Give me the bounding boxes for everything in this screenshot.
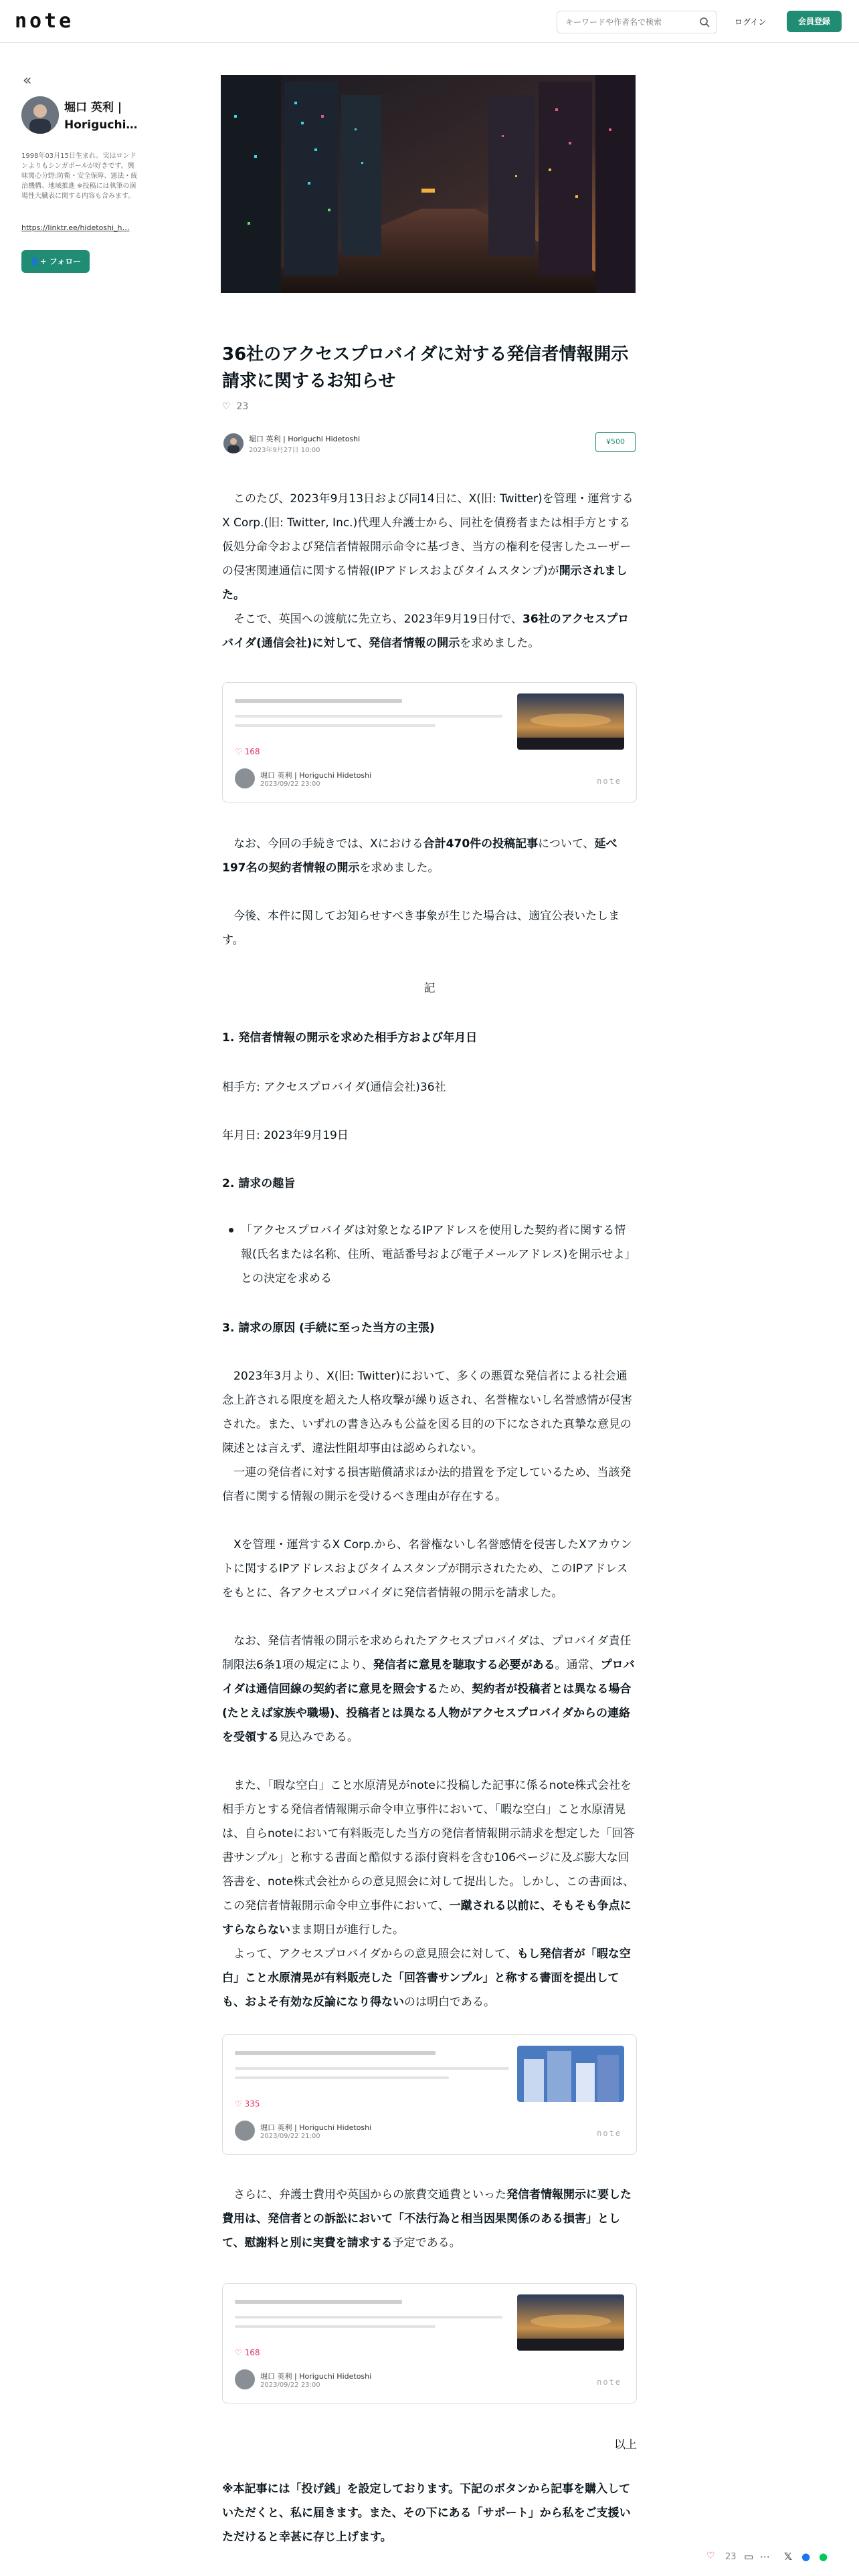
card-avatar bbox=[235, 768, 255, 788]
p9-bold: 発信者情報開示に要した費用は、発信者との訴訟において「不法行為と相当因果関係のある損害」として、慰謝料と別に実費を請求する bbox=[222, 2188, 632, 2250]
paragraph-2 bbox=[222, 607, 637, 655]
p9-text-b: 予定である。 bbox=[392, 2236, 461, 2250]
note-brand-mark: note bbox=[597, 2129, 622, 2138]
signup-button[interactable]: 会員登録 bbox=[787, 11, 842, 32]
bullet-dot bbox=[229, 1228, 233, 1232]
user-plus-icon: 👤+ bbox=[29, 257, 50, 266]
author-bio: 1998年03月15日生まれ。実はロンドンよりもシンガポールが好きです。興味関心分野:防衛・安全保障、憲法・統治機構、地域推進 ※投稿には執筆の満場性大臓表に関する内容も含みます。 bbox=[21, 152, 138, 200]
hero-image bbox=[221, 75, 636, 293]
p3-text-b: について、 bbox=[538, 837, 595, 851]
like-count: 23 bbox=[236, 401, 249, 412]
p9-text-a: さらに、弁護士費用や英国からの旅費交通費といった bbox=[233, 2188, 506, 2202]
note-brand-mark: note bbox=[597, 2377, 622, 2387]
card-date: 2023/09/22 23:00 bbox=[260, 2381, 320, 2389]
follow-button[interactable] bbox=[21, 250, 90, 273]
p3-text-a: なお、今回の手続きでは、Xにおける bbox=[233, 837, 423, 851]
paragraph-3 bbox=[222, 832, 637, 880]
p7-text-a: なお、発信者情報の開示を求められたアクセスプロバイダは、プロバイダ責任制限法6条1項の規定により、 bbox=[222, 1634, 632, 1672]
like-row[interactable] bbox=[222, 401, 248, 412]
author-name[interactable]: 堀口 英利 | Horiguchi… bbox=[64, 101, 138, 132]
p1-text: このたび、2023年9月13日および同14日に、X(旧: Twitter)を管理・運営するX Corp.(旧: Twitter, Inc.)代理人弁護士から、同社を債務者または相手方とする仮処分命令および発信者情報開示命令に基づき、当方の権利を侵害したユーザーの侵害関連通信に関する情報(IPアドレスおよびタイムスタンプ)が bbox=[222, 492, 634, 578]
more-icon[interactable]: ⋯ bbox=[760, 2551, 770, 2563]
comment-icon[interactable]: ▭ bbox=[744, 2551, 754, 2563]
paragraph-7 bbox=[222, 1629, 637, 1749]
site-header bbox=[0, 0, 859, 43]
p8c-text-a: よって、アクセスプロバイダからの意見照会に対して、 bbox=[233, 1947, 517, 1961]
byline-avatar[interactable] bbox=[223, 433, 244, 453]
p2-text-a: そこで、英国への渡航に先立ち、2023年9月19日付で、 bbox=[233, 613, 523, 626]
ijo-marker: 以上 bbox=[614, 2438, 637, 2452]
card-thumbnail bbox=[517, 2046, 624, 2102]
p8-text-a: また、「暇な空白」こと水原清晃がnoteに投稿した記事に係るnote株式会社を相手方とする発信者情報開示命令申立事件において、「暇な空白」こと水原清晃は、自らnoteにおいて有料販売した当方の発信者情報開示請求を想定した「回答書サンプル」と称する書面と酷似する添付資料を含む106ページに及ぶ膨大な回答書を、note株式会社からの意見照会に対して提出した。しかし、この書面は、この発信者情報開示命令申立事件において、 bbox=[222, 1779, 635, 1913]
card-likes: ♡ 168 bbox=[235, 747, 260, 756]
card-title bbox=[235, 695, 516, 703]
card-author: 堀口 英利 | Horiguchi Hidetoshi bbox=[260, 2372, 372, 2381]
search-input[interactable] bbox=[564, 15, 691, 29]
paragraph-4: 今後、本件に関してお知らせすべき事象が生じた場合は、適宜公表いたします。 bbox=[222, 909, 620, 947]
heart-icon[interactable]: ♡ bbox=[222, 401, 231, 412]
card-excerpt bbox=[235, 2067, 516, 2087]
card-date: 2023/09/22 21:00 bbox=[260, 2133, 320, 2140]
card-likes: ♡ 335 bbox=[235, 2099, 260, 2109]
card-like-count: 168 bbox=[244, 747, 260, 756]
section-1-partner: 相手方: アクセスプロバイダ(通信会社)36社 bbox=[222, 1081, 446, 1094]
line-share-icon[interactable]: ● bbox=[819, 2551, 828, 2563]
action-bar bbox=[0, 2541, 859, 2576]
paragraph-6: Xを管理・運営するX Corp.から、名誉権ないし名誉感情を侵害したXアカウントに関するIPアドレスおよびタイムスタンプが開示されたため、このIPアドレスをもとに、各アクセスプロバイダに発信者情報の開示を請求した。 bbox=[222, 1538, 632, 1600]
price-button[interactable]: ¥500 bbox=[595, 432, 636, 452]
section-3-heading: 3. 請求の原因 (手続に至った当方の主張) bbox=[222, 1321, 435, 1335]
paragraph-5: 2023年3月より、X(旧: Twitter)において、多くの悪質な発信者による社会通念上許される限度を超えた人格攻撃が繰り返され、名誉権ないし名誉感情が侵害された。また、いずれの書き込みも公益を図る目的の下になされた真摯な意見の陳述とは言えず、違法性阻却事由は認められない。 bbox=[222, 1370, 633, 1455]
paragraph-5b: 一連の発信者に対する損害賠償請求ほか法的措置を予定しているため、当該発信者に関する情報の開示を受けるべき理由が存在する。 bbox=[222, 1466, 632, 1503]
section-1-heading: 1. 発信者情報の開示を求めた相手方および年月日 bbox=[222, 1031, 478, 1045]
p2-bold: 36社のアクセスプロバイダ(通信会社)に対して、発信者情報の開示 bbox=[222, 613, 630, 650]
embed-card[interactable] bbox=[222, 682, 637, 802]
p3-bold-1: 合計470件の投稿記事 bbox=[423, 837, 539, 851]
p3-bold-2: 延べ197名の契約者情報の開示 bbox=[222, 837, 617, 875]
paragraph-9 bbox=[222, 2183, 637, 2255]
card-likes: ♡ 168 bbox=[235, 2348, 260, 2357]
embed-card[interactable] bbox=[222, 2283, 637, 2403]
p1-bold: 開示されました。 bbox=[222, 564, 628, 602]
card-author: 堀口 英利 | Horiguchi Hidetoshi bbox=[260, 771, 372, 780]
card-avatar bbox=[235, 2369, 255, 2389]
p8-bold-1: 一蹴される以前に、そもそも争点にすらならない bbox=[222, 1899, 632, 1937]
footer-like-count: 23 bbox=[725, 2552, 737, 2562]
article-title: 36社のアクセスプロバイダに対する発信者情報開示請求に関するお知らせ bbox=[222, 344, 629, 391]
bullet-text: 「アクセスプロバイダは対象となるIPアドレスを使用した契約者に関する情報(氏名または名称、住所、電話番号および電子メールアドレス)を開示せよ」との決定を求める bbox=[241, 1224, 636, 1285]
card-thumbnail bbox=[517, 693, 624, 750]
byline-name[interactable]: 堀口 英利 | Horiguchi Hidetoshi bbox=[249, 435, 361, 443]
closing-bold: ※本記事には「投げ銭」を設定しております。下記のボタンから記事を購入していただくと、私に届きます。また、その下にある「サポート」から私をご支援いただけると幸甚に存じ上げます。 bbox=[222, 2482, 631, 2544]
ki-marker: 記 bbox=[423, 982, 436, 995]
card-like-count: 335 bbox=[244, 2099, 260, 2109]
p8c-text-b: のは明白である。 bbox=[404, 1996, 495, 2009]
note-logo[interactable]: note bbox=[15, 9, 74, 33]
paragraph-1 bbox=[222, 487, 637, 607]
p8-text-b: まま期日が進行した。 bbox=[290, 1923, 404, 1937]
collapse-sidebar-icon[interactable]: « bbox=[23, 72, 32, 89]
avatar[interactable] bbox=[21, 96, 59, 134]
card-title bbox=[235, 2047, 516, 2055]
facebook-share-icon[interactable]: ● bbox=[801, 2551, 811, 2563]
heart-icon[interactable]: ♡ bbox=[706, 2551, 715, 2561]
x-share-icon[interactable]: 𝕏 bbox=[784, 2551, 793, 2563]
section-2-heading: 2. 請求の趣旨 bbox=[222, 1177, 296, 1190]
embed-card[interactable] bbox=[222, 2034, 637, 2155]
paragraph-8 bbox=[222, 1774, 637, 1942]
paragraph-8c bbox=[222, 1942, 637, 2014]
p7-bold-3: 契約者が投稿者とは異なる場合(たとえば家族や職場)、投稿者とは異なる人物がアクセスプロバイダからの連絡を受領する bbox=[222, 1683, 632, 1744]
byline-date: 2023年9月27日 10:00 bbox=[249, 447, 320, 454]
card-date: 2023/09/22 23:00 bbox=[260, 780, 320, 788]
section-1-date: 年月日: 2023年9月19日 bbox=[222, 1129, 349, 1142]
follow-label: フォロー bbox=[49, 257, 82, 266]
p7-bold-2: プロバイダは通信回線の契約者に意見を照会する bbox=[222, 1658, 635, 1696]
card-thumbnail bbox=[517, 2294, 624, 2351]
author-link[interactable]: https://linktr.ee/hidetoshi_h… bbox=[21, 223, 130, 232]
card-like-count: 168 bbox=[244, 2348, 260, 2357]
card-author: 堀口 英利 | Horiguchi Hidetoshi bbox=[260, 2123, 372, 2132]
login-button[interactable]: ログイン bbox=[735, 17, 767, 27]
card-title bbox=[235, 2296, 516, 2304]
p7-text-b: 。通常、 bbox=[555, 1658, 601, 1672]
p7-bold-1: 発信者に意見を聴取する必要がある bbox=[373, 1658, 555, 1672]
p7-text-c: ため、 bbox=[438, 1683, 472, 1696]
closing-note bbox=[222, 2477, 637, 2549]
card-avatar bbox=[235, 2121, 255, 2141]
p8c-bold: もし発信者が「暇な空白」こと水原清晃が有料販売した「回答書サンプル」と称する書面を提出しても、およそ有効な反論になり得ない bbox=[222, 1947, 631, 2009]
search-box[interactable] bbox=[557, 11, 717, 33]
p7-text-d: 見込みである。 bbox=[279, 1731, 359, 1744]
search-icon[interactable] bbox=[699, 17, 710, 27]
card-excerpt bbox=[235, 715, 516, 735]
card-excerpt bbox=[235, 2316, 516, 2336]
note-brand-mark: note bbox=[597, 776, 622, 786]
p2-text-b: を求めました。 bbox=[460, 637, 540, 650]
p3-text-c: を求めました。 bbox=[359, 861, 440, 875]
